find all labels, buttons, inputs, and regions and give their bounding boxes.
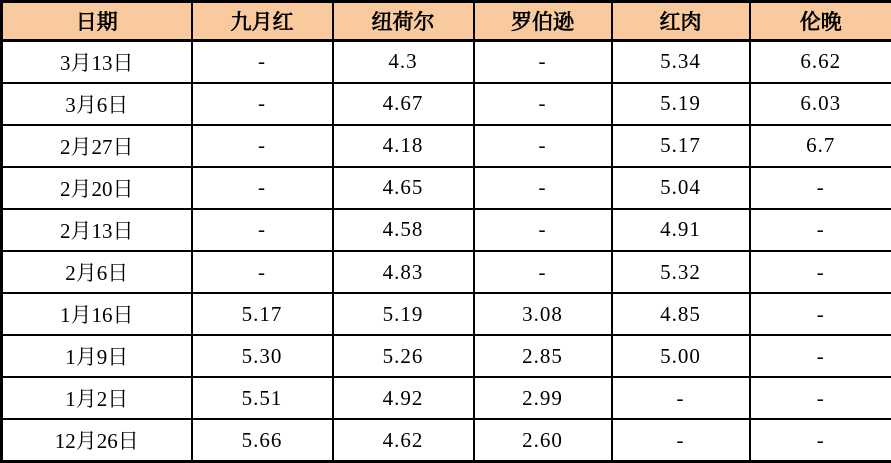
value-cell: - <box>474 209 612 251</box>
value-cell: - <box>750 209 891 251</box>
value-cell: 4.67 <box>333 83 474 125</box>
header-row <box>2 2 891 41</box>
header-cell-5: 伦晚 <box>750 2 891 41</box>
table-row <box>2 209 891 251</box>
value-cell: - <box>750 377 891 419</box>
table-row <box>2 377 891 419</box>
value-cell: 3.08 <box>474 293 612 335</box>
header-cell-4: 红肉 <box>612 2 750 41</box>
table-row <box>2 335 891 377</box>
value-cell: 5.34 <box>612 41 750 83</box>
value-cell: 5.19 <box>333 293 474 335</box>
table-body <box>2 41 891 462</box>
header-cell-0: 日期 <box>2 2 192 41</box>
date-cell: 2月27日 <box>2 125 192 167</box>
value-cell: - <box>192 209 333 251</box>
value-cell: 4.91 <box>612 209 750 251</box>
value-cell: 5.17 <box>612 125 750 167</box>
date-cell: 2月13日 <box>2 209 192 251</box>
date-cell: 3月13日 <box>2 41 192 83</box>
header-cell-2: 纽荷尔 <box>333 2 474 41</box>
value-cell: 5.51 <box>192 377 333 419</box>
value-cell: - <box>474 251 612 293</box>
value-cell: - <box>192 41 333 83</box>
value-cell: 2.60 <box>474 419 612 461</box>
value-cell: - <box>750 419 891 461</box>
value-cell: 4.3 <box>333 41 474 83</box>
date-cell: 1月16日 <box>2 293 192 335</box>
value-cell: 4.65 <box>333 167 474 209</box>
value-cell: - <box>612 377 750 419</box>
value-cell: - <box>750 167 891 209</box>
value-cell: 2.99 <box>474 377 612 419</box>
value-cell: 6.7 <box>750 125 891 167</box>
date-cell: 2月20日 <box>2 167 192 209</box>
value-cell: 4.85 <box>612 293 750 335</box>
value-cell: - <box>192 83 333 125</box>
value-cell: - <box>474 125 612 167</box>
table-row <box>2 419 891 461</box>
value-cell: - <box>750 293 891 335</box>
value-cell: 5.30 <box>192 335 333 377</box>
date-cell: 12月26日 <box>2 419 192 461</box>
value-cell: - <box>474 167 612 209</box>
table-row <box>2 167 891 209</box>
value-cell: - <box>474 83 612 125</box>
value-cell: 5.26 <box>333 335 474 377</box>
value-cell: 4.18 <box>333 125 474 167</box>
table-row <box>2 251 891 293</box>
value-cell: 6.62 <box>750 41 891 83</box>
value-cell: 4.83 <box>333 251 474 293</box>
value-cell: 4.58 <box>333 209 474 251</box>
value-cell: 5.32 <box>612 251 750 293</box>
date-cell: 2月6日 <box>2 251 192 293</box>
date-cell: 3月6日 <box>2 83 192 125</box>
value-cell: 5.19 <box>612 83 750 125</box>
date-cell: 1月2日 <box>2 377 192 419</box>
value-cell: 5.00 <box>612 335 750 377</box>
value-cell: 6.03 <box>750 83 891 125</box>
value-cell: - <box>192 125 333 167</box>
value-cell: - <box>474 41 612 83</box>
value-cell: 5.04 <box>612 167 750 209</box>
value-cell: - <box>612 419 750 461</box>
table-row <box>2 125 891 167</box>
value-cell: - <box>750 251 891 293</box>
header-cell-3: 罗伯逊 <box>474 2 612 41</box>
value-cell: 5.66 <box>192 419 333 461</box>
table-row <box>2 41 891 83</box>
table-row <box>2 83 891 125</box>
value-cell: 5.17 <box>192 293 333 335</box>
value-cell: - <box>192 167 333 209</box>
value-cell: - <box>750 335 891 377</box>
value-cell: - <box>192 251 333 293</box>
table-row <box>2 293 891 335</box>
value-cell: 2.85 <box>474 335 612 377</box>
date-cell: 1月9日 <box>2 335 192 377</box>
header-cell-1: 九月红 <box>192 2 333 41</box>
value-cell: 4.92 <box>333 377 474 419</box>
value-cell: 4.62 <box>333 419 474 461</box>
